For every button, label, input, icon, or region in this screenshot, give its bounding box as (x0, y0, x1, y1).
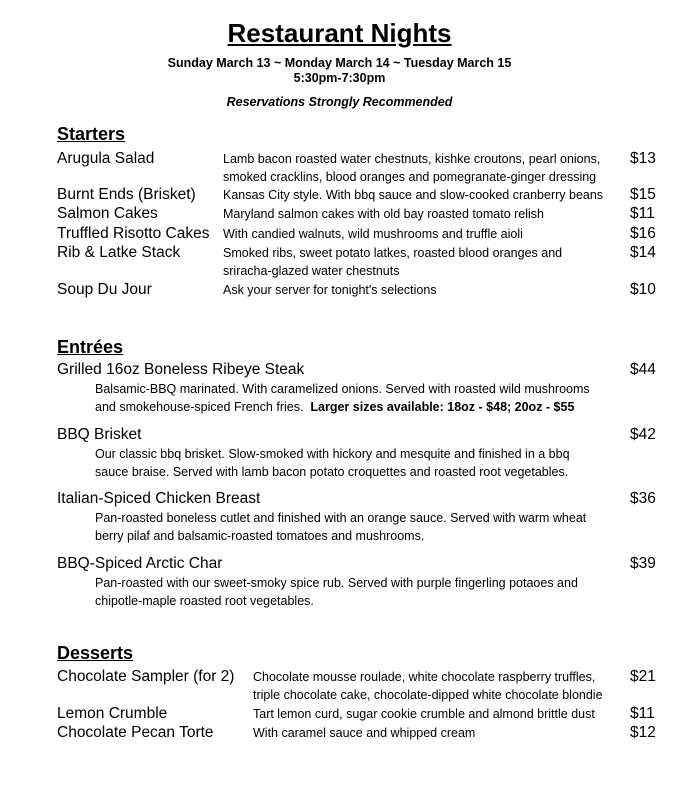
item-price: $11 (630, 205, 655, 222)
desserts-heading: Desserts (57, 643, 134, 663)
item-name: BBQ-Spiced Arctic Char (57, 555, 223, 572)
dates-line: Sunday March 13 ~ Monday March 14 ~ Tuesday March 15 (167, 56, 512, 70)
item-price: $44 (630, 361, 656, 378)
item-description: Maryland salmon cakes with old bay roasted tomato relish (223, 207, 544, 221)
item-price: $15 (630, 186, 656, 203)
item-price: $36 (630, 490, 656, 507)
item-name: Arugula Salad (57, 150, 155, 167)
reservations-note: Reservations Strongly Recommended (226, 95, 453, 109)
item-name: Chocolate Sampler (for 2) (57, 668, 235, 685)
item-description: With caramel sauce and whipped cream (253, 726, 476, 740)
item-description: Smoked ribs, sweet potato latkes, roasted blood oranges and sriracha-glazed water chestnuts (223, 246, 563, 278)
item-name: Chocolate Pecan Torte (57, 724, 214, 741)
item-name: Soup Du Jour (57, 281, 152, 298)
item-description: Kansas City style. With bbq sauce and slow-cooked cranberry beans (223, 188, 604, 202)
entrees-heading: Entrées (57, 337, 124, 357)
item-price: $42 (630, 426, 656, 443)
item-price: $39 (630, 555, 656, 572)
item-description: Chocolate mousse roulade, white chocolate raspberry truffles, triple chocolate cake, chocolate-dipped white chocolate blondie (253, 670, 603, 702)
item-description: Pan-roasted with our sweet-smoky spice rub. Served with purple fingerling potaoes and chipotle-maple roasted root vegetables. (95, 576, 578, 608)
item-name: BBQ Brisket (57, 426, 142, 443)
item-name: Rib & Latke Stack (57, 244, 181, 261)
item-description: Balsamic-BBQ marinated. With caramelized onions. Served with roasted wild mushrooms and smokehouse-spiced French fries. Larger sizes available: 18oz - $48; 20oz - $55 (95, 382, 590, 414)
item-price: $13 (630, 150, 656, 167)
item-name: Burnt Ends (Brisket) (57, 186, 196, 203)
item-name: Truffled Risotto Cakes (57, 225, 210, 242)
item-description: Tart lemon curd, sugar cookie crumble and almond brittle dust (253, 707, 595, 721)
item-price: $21 (630, 668, 656, 685)
item-name: Italian-Spiced Chicken Breast (57, 490, 261, 507)
item-description: Pan-roasted boneless cutlet and finished with an orange sauce. Served with warm wheat berry pilaf and balsamic-roasted tomatoes and mushrooms. (95, 511, 587, 543)
item-name: Grilled 16oz Boneless Ribeye Steak (57, 361, 305, 378)
item-price: $12 (630, 724, 656, 741)
larger-sizes-note: Larger sizes available: 18oz - $48; 20oz - $55 (310, 400, 575, 414)
time-line: 5:30pm-7:30pm (293, 71, 386, 85)
item-description: Lamb bacon roasted water chestnuts, kishke croutons, pearl onions, smoked cracklins, blood oranges and pomegranate-ginger dressing (223, 152, 601, 184)
event-dates (0, 56, 679, 86)
page-title: Restaurant Nights (227, 18, 452, 48)
item-name: Salmon Cakes (57, 205, 158, 222)
item-description: Our classic bbq brisket. Slow-smoked with hickory and mesquite and finished in a bbq sauce braise. Served with lamb bacon potato croquettes and roasted root vegetables. (95, 447, 570, 479)
item-description: With candied walnuts, wild mushrooms and truffle aioli (223, 227, 523, 241)
item-price: $14 (630, 244, 656, 261)
item-name: Lemon Crumble (57, 705, 168, 722)
starters-heading: Starters (57, 124, 126, 144)
item-description: Ask your server for tonight's selections (223, 283, 437, 297)
item-price: $16 (630, 225, 656, 242)
item-price: $10 (630, 281, 656, 298)
item-price: $11 (630, 705, 655, 722)
